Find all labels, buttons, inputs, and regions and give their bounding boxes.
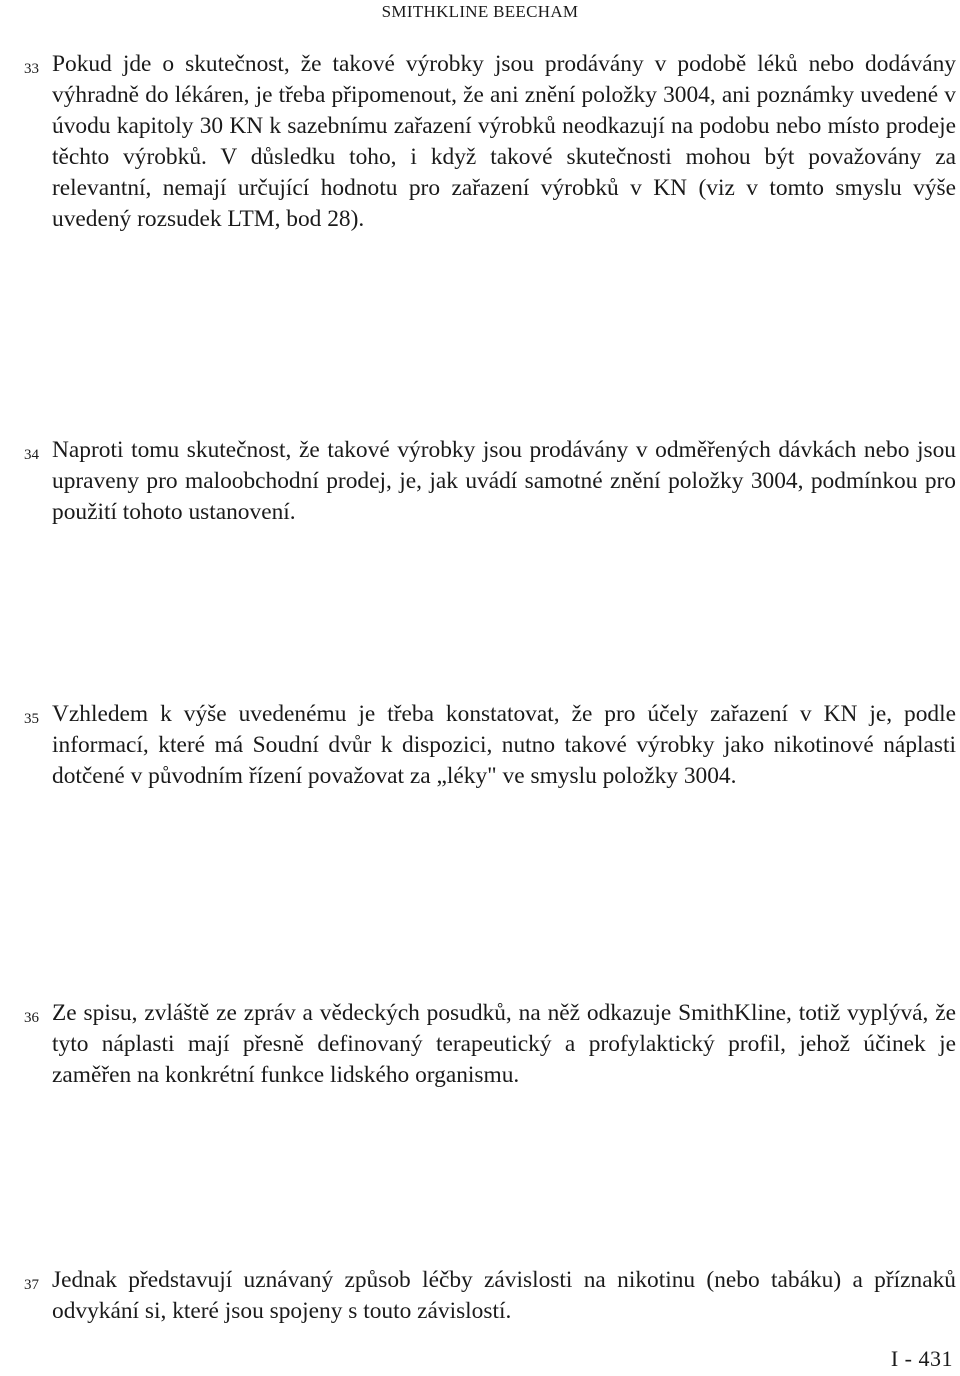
paragraph-text: Pokud jde o skutečnost, že takové výrobky jsou prodávány v podobě léků nebo dodávány výhradně do lékáren, je třeba připomenout, že ani znění položky 3004, ani poznámky uvedené v úvodu kapitoly 30 KN k sazebnímu zařazení výrobků neodkazují na podobu nebo místo prodeje těchto výrobků. V důsledku toho, i když takové skutečnosti mohou být považovány za relevantní, nemají určující hodnotu pro zařazení výrobků v KN (viz v tomto smyslu výše uvedený rozsudek LTM, bod 28). — [52, 51, 956, 232]
paragraph-number: 37 — [24, 1277, 39, 1293]
paragraph-number: 34 — [24, 447, 39, 463]
paragraph-text: Ze spisu, zvláště ze zpráv a vědeckých posudků, na něž odkazuje SmithKline, totiž vyplývá, že tyto náplasti mají přesně definovaný terapeutický a profylaktický profil, jehož účinek je zaměřen na konkrétní funkce lidského organismu. — [52, 1000, 956, 1088]
paragraph-number: 35 — [24, 711, 39, 727]
paragraph-number: 36 — [24, 1010, 39, 1026]
paragraph-text: Vzhledem k výše uvedenému je třeba konstatovat, že pro účely zařazení v KN je, podle informací, které má Soudní dvůr k dispozici, nutno takové výrobky jako nikotinové náplasti dotčené v původním řízení považovat za „léky" ve smyslu položky 3004. — [52, 701, 956, 789]
running-header: SMITHKLINE BEECHAM — [381, 2, 579, 21]
paragraph-text: Naproti tomu skutečnost, že takové výrobky jsou prodávány v odměřených dávkách nebo jsou upraveny pro maloobchodní prodej, je, jak uvádí samotné znění položky 3004, podmínkou pro použití tohoto ustanovení. — [52, 437, 956, 525]
paragraph-number: 33 — [24, 61, 39, 77]
paragraph-text: Jednak představují uznávaný způsob léčby závislosti na nikotinu (nebo tabáku) a příznaků odvykání si, které jsou spojeny s touto závislostí. — [52, 1267, 956, 1324]
page-number: I - 431 — [890, 1346, 953, 1371]
